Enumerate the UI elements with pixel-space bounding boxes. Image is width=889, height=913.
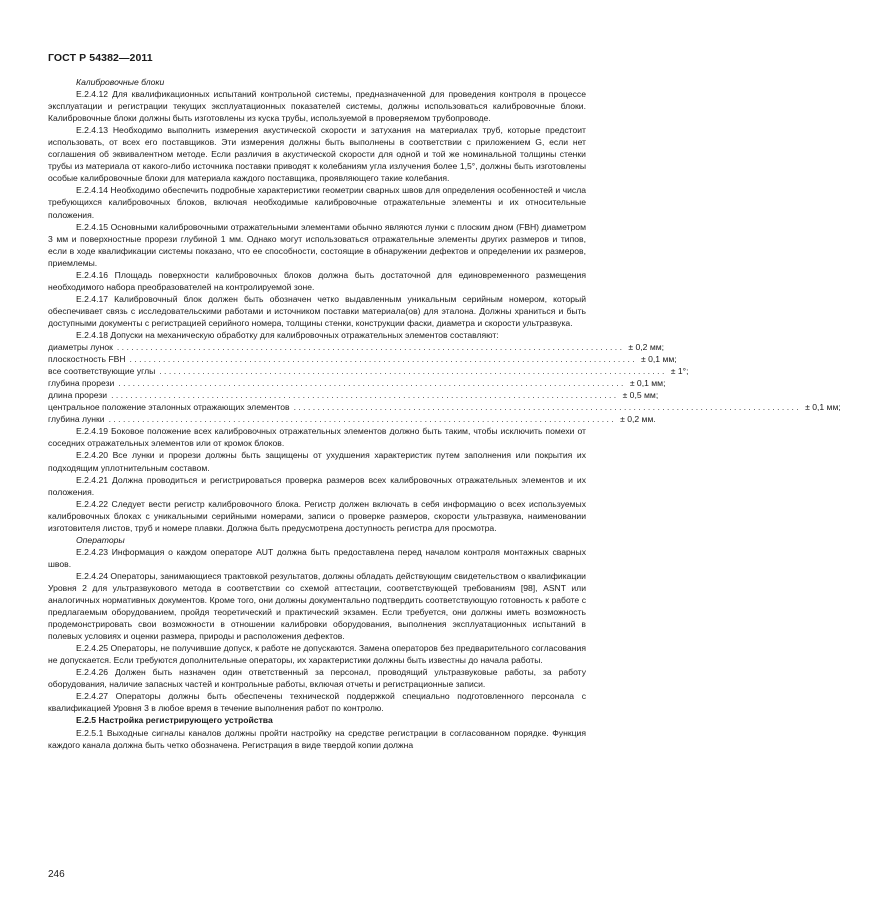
paragraph-e2422: Е.2.4.22 Следует вести регистр калибровочного блока. Регистр должен включать в себя информацию о всех используемых калибровочных блоках с уникальными серийными номерами, записи о проверке размеров, скорости ультразвука, наименовании изготовителя листов, труб и номере плавки. Должна быть предусмотрена доступность регистра для просмотра. [48,498,586,533]
tolerance-value: ± 1°; [670,366,689,377]
tolerance-label: плоскостность FBH [48,354,126,365]
paragraph-e2427: Е.2.4.27 Операторы должны быть обеспечены технической поддержкой специально подготовленного персонала с квалификацией Уровня 3 в любое время в течение выполнения работ по контролю. [48,691,586,714]
leader-dots: .......................................................................................................... [111,390,619,401]
tolerance-row [48,365,689,377]
paragraph-e2413: Е.2.4.13 Необходимо выполнить измерения акустической скорости и затухания на материалах труб, которые предстоит использовать, от всех его поставщиков. Эти измерения должны быть выполнены в соответствии с приложением G, если нет соглашения об эквивалентном методе. Если различия в акустической скорости для одной и той же номинальной толщины стенки трубы из материала от какого-либо источника поставки приводят к колебаниям угла излучения более 1,5°, должны быть изготовлены особые калибровочные блоки для материала каждого поставщика, проявляющего такие колебания. [48,125,586,184]
paragraph-e2419: Е.2.4.19 Боковое положение всех калибровочных отражательных элементов должно быть таким, чтобы исключить помехи от соседних отражательных элементов или от кромок блоков. [48,426,586,449]
tolerance-label: глубина прорези [48,378,115,389]
leader-dots: .......................................................................................................... [118,378,626,389]
paragraph-e2412: Е.2.4.12 Для квалификационных испытаний контрольной системы, предназначенной для проведения контроля в процессе эксплуатации и регистрации текущих эксплуатационных показателей системы, должны использоваться калибровочные блоки. Калибровочные блоки должны быть изготовлены из куска трубы, используемой в проверяемом трубопроводе. [48,89,586,124]
tolerance-value: ± 0,2 мм. [620,414,656,425]
leader-dots: .......................................................................................................... [108,414,617,425]
tolerance-value: ± 0,5 мм; [622,390,659,401]
tolerance-row [48,341,665,353]
section-heading-e25: Е.2.5 Настройка регистрирующего устройства [76,715,273,726]
paragraph-e251: Е.2.5.1 Выходные сигналы каналов должны пройти настройку на средстве регистрации в согласованном порядке. Функция каждого канала должна быть четко обозначена. Регистрация в виде твердой копии должна [48,727,586,750]
paragraph-e2415: Е.2.4.15 Основными калибровочными отражательными элементами обычно являются лунки с плоским дном (FBH) диаметром 3 мм и поверхностные прорези глубиной 1 мм. Однако могут использоваться отражательные элементы других размеров и типов, если в ходе квалификации системы показано, что ее способности, состоящие в обнаружении дефектов и определении их размеров, приемлемы. [48,221,586,268]
document-header: ГОСТ Р 54382—2011 [48,52,153,64]
leader-dots: .......................................................................................................... [159,366,667,377]
paragraph-e2420: Е.2.4.20 Все лунки и прорези должны быть защищены от ухудшения характеристик путем заполнения или покрытия их подходящим уплотнительным составом. [48,450,586,473]
paragraph-e2423: Е.2.4.23 Информация о каждом операторе AUT должна быть предоставлена перед началом контроля монтажных сварных швов. [48,546,586,569]
paragraph-e2425: Е.2.4.25 Операторы, не получившие допуск, к работе не допускаются. Замена операторов без предварительного согласования не допускается. Если требуются дополнительные операторы, их характеристики должны быть известны до начала работы. [48,643,586,666]
paragraph-e2417: Е.2.4.17 Калибровочный блок должен быть обозначен четко выдавленным уникальным серийным номером, который обеспечивает связь с исследовательскими работами и источником поставки материала(ов) для эталона. Должны храниться и быть доступными документы с регистрацией серийного номера, толщины стенки, конструкции фаски, диаметра и скорости ультразвука. [48,293,586,328]
tolerance-label: центральное положение эталонных отражающих элементов [48,402,290,413]
paragraph-e2424: Е.2.4.24 Операторы, занимающиеся трактовкой результатов, должны обладать действующим свидетельством о квалификации Уровня 2 для ультразвукового метода в соответствии со схемой аттестации, соответствующей требованиям [98], ASNT или аналогичных нормативных документов. Кроме того, они должны документально подтвердить соответствующую готовность к работе с предлагаемым оборудованием, пройдя теоретический и практический экзамен. Если требуется, они должны иметь возможность продемонстрировать свои возможности в отношении калибровки оборудования, выполнения эксплуатационных испытаний в полевых условиях и оценки размера, природы и расположения дефектов. [48,570,586,642]
tolerance-label: глубина лунки [48,414,105,425]
tolerance-value: ± 0,1 мм; [629,378,666,389]
tolerance-value: ± 0,2 мм; [628,342,665,353]
paragraph-e2421: Е.2.4.21 Должна проводиться и регистрироваться проверка размеров всех калибровочных отражательных элементов и их положения. [48,474,586,497]
section-title-calibration-blocks: Калибровочные блоки [76,77,165,87]
section-title-operators: Операторы [76,534,125,545]
tolerance-row [48,389,659,401]
leader-dots: .......................................................................................................... [293,402,802,413]
paragraph-e2418: Е.2.4.18 Допуски на механическую обработку для калибровочных отражательных элементов составляют: [76,329,499,340]
tolerance-row [48,401,841,413]
tolerance-row [48,377,666,389]
paragraph-e2414: Е.2.4.14 Необходимо обеспечить подробные характеристики геометрии сварных швов для определения особенностей и числа требующихся калибровочных блоков, включая необходимые калибровочные отражательные элементы и их относительные положения. [48,185,586,220]
paragraph-e2426: Е.2.4.26 Должен быть назначен один ответственный за персонал, проводящий ультразвуковые работы, за работу оборудования, наличие запасных частей и контрольные работы, включая отчеты и регистрационные записи. [48,667,586,690]
page-number: 246 [48,869,65,880]
tolerance-label: все соответствующие углы [48,366,156,377]
tolerance-value: ± 0,1 мм; [641,354,677,365]
tolerance-label: диаметры лунок [48,342,113,353]
tolerance-label: длина прорези [48,390,108,401]
document-body [48,76,841,751]
tolerance-value: ± 0,1 мм; [805,402,841,413]
tolerance-row [48,413,656,425]
leader-dots: .......................................................................................................... [116,342,625,353]
tolerance-row [48,353,677,365]
leader-dots: .......................................................................................................... [129,354,638,365]
tolerance-list [48,341,841,425]
paragraph-e2416: Е.2.4.16 Площадь поверхности калибровочных блоков должна быть достаточной для единовременного размещения необходимого набора преобразователей на контролируемой зоне. [48,269,586,292]
